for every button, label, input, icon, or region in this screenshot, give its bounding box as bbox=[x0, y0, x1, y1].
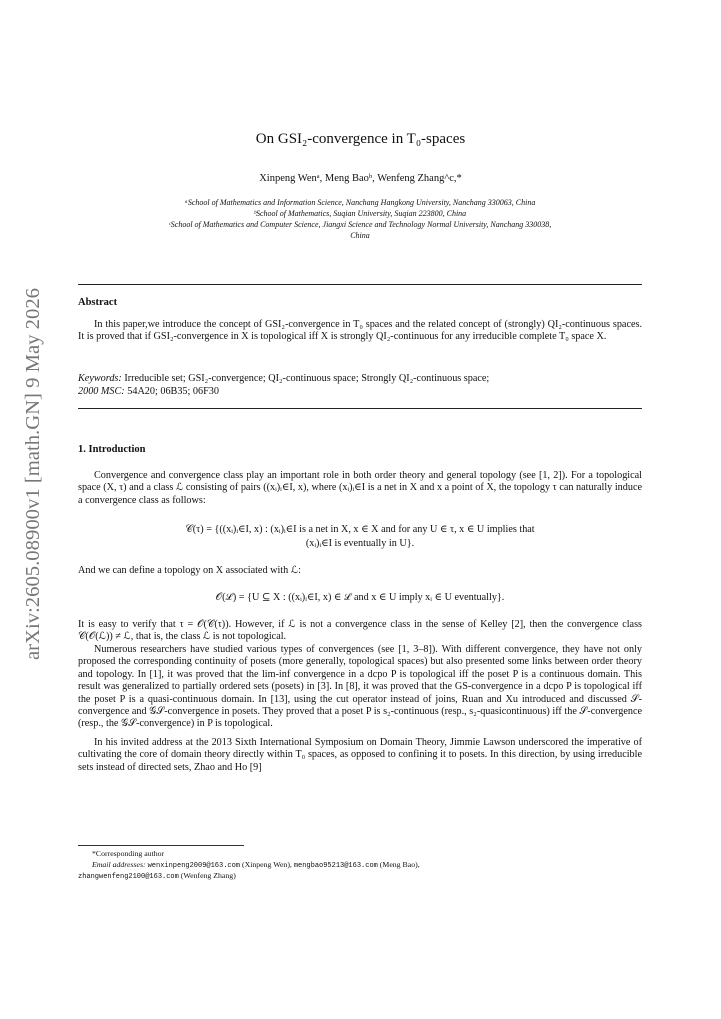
affiliation-b: ᵇSchool of Mathematics, Suqian University, Suqian 223800, China bbox=[253, 209, 467, 218]
abstract-heading: Abstract bbox=[78, 297, 118, 308]
affiliation-c-country: China bbox=[350, 231, 370, 240]
keywords-line bbox=[78, 373, 642, 385]
footnote-emails-cont bbox=[78, 871, 642, 883]
paper-title: On GSI₂-convergence in T₀-spaces bbox=[255, 131, 466, 147]
abstract-text: In this paper,we introduce the concept of GSI₂-convergence in T₀ spaces and the related concept of (strongly) QI₂-continuous spaces. It is proved that if GSI₂-convergence in X is topological iff X is strongly QI₂-continuous for any irreducible complete T₀ space X. bbox=[78, 319, 642, 343]
abstract-top-rule bbox=[78, 284, 642, 285]
equation-convergence-class-line2: (xᵢ)ᵢ∈I is eventually in U}. bbox=[305, 538, 415, 549]
equation-convergence-class-line1: 𝒞(τ) = {((xᵢ)ᵢ∈I, x) : (xᵢ)ᵢ∈I is a net in X, x ∈ X and for any U ∈ τ, x ∈ U implies that bbox=[185, 524, 535, 535]
arxiv-sidebar bbox=[22, 288, 44, 660]
email-link-2[interactable]: mengbao95213@163.com bbox=[293, 862, 378, 870]
msc-label: 2000 MSC: bbox=[78, 386, 125, 397]
email-owner-2: (Meng Bao), bbox=[379, 860, 420, 869]
equation-topology: 𝒪(ℒ) = {U ⊆ X : ((xᵢ)ᵢ∈I, x) ∈ ℒ and x ∈ U imply xᵢ ∈ U eventually}. bbox=[215, 592, 505, 603]
affiliation-a: ᵃSchool of Mathematics and Information Science, Nanchang Hangkong University, Nanchang 330063, China bbox=[184, 198, 536, 207]
affiliation-c: ᶜSchool of Mathematics and Computer Science, Jiangxi Science and Technology Normal University, Nanchang 330038, bbox=[168, 220, 552, 229]
section-heading-introduction: 1. Introduction bbox=[78, 444, 146, 455]
email-owner-1: (Xinpeng Wen), bbox=[241, 860, 292, 869]
intro-paragraph-1: Convergence and convergence class play an important role in both order theory and general topology (see [1, 2]). For a topological space (X, τ) and a class ℒ consisting of pairs ((xᵢ)ᵢ∈I, x), where (xᵢ)ᵢ∈I is a net in X and x a point of X, the topology τ can naturally induce a convergence class as follows: bbox=[78, 470, 642, 506]
intro-paragraph-4: Numerous researchers have studied various types of convergences (see [1, 3–8]). With different convergence, they have not only proposed the corresponding continuity of posets (more generally, topological spaces) but also presented some links between order theory and topology. In [1], it was proved that the lim-inf convergence in a dcpo P is topological iff the poset P is a continuous domain. This result was generalized to partially ordered sets (posets) in [3]. In [8], it was proved that the GS-convergence in a dcpo P is topological iff the poset P is a quasi-continuous domain. In [13], using the cut operator instead of joins, Ruan and Xu introduced and discussed 𝒮-convergence and 𝒢𝒮-convergence in posets. They proved that a poset P is s₂-continuous (resp., s₂-quasicontinuous) iff the 𝒮-convergence (resp., the 𝒢𝒮-convergence) in P is topological. bbox=[78, 644, 642, 730]
email-owner-3: (Wenfeng Zhang) bbox=[180, 871, 236, 880]
intro-paragraph-5: In his invited address at the 2013 Sixth International Symposium on Domain Theory, Jimmie Lawson underscored the imperative of cultivating the core of domain theory directly within T₀ spaces, as opposed to confining it to posets. In this direction, by using irreducible sets instead of directed sets, Zhao and Ho [9] bbox=[78, 737, 642, 773]
keywords-value: Irreducible set; GSI₂-convergence; QI₂-continuous space; Strongly QI₂-continuous space; bbox=[124, 373, 490, 384]
keywords-label: Keywords: bbox=[78, 373, 122, 384]
footnote-corresponding: *Corresponding author bbox=[92, 849, 165, 858]
abstract-bottom-rule bbox=[78, 408, 642, 409]
footnote-rule bbox=[78, 845, 244, 846]
email-link-1[interactable]: wenxinpeng2009@163.com bbox=[147, 862, 241, 870]
msc-value: 54A20; 06B35; 06F30 bbox=[127, 386, 219, 397]
intro-paragraph-2: And we can define a topology on X associated with ℒ: bbox=[78, 565, 301, 576]
email-link-3[interactable]: zhangwenfeng2100@163.com bbox=[78, 873, 179, 881]
email-label: Email addresses: bbox=[92, 860, 146, 869]
footnote-emails bbox=[78, 860, 656, 872]
msc-line bbox=[78, 386, 642, 398]
arxiv-identifier: arXiv:2605.08900v1 [math.GN] 9 May 2026 bbox=[22, 300, 44, 660]
author-list: Xinpeng Wenᵃ, Meng Baoᵇ, Wenfeng Zhang^c,* bbox=[259, 173, 462, 184]
intro-paragraph-3: It is easy to verify that τ = 𝒪(𝒞(τ)). However, if ℒ is not a convergence class in the sense of Kelley [2], then the convergence class 𝒞(𝒪(ℒ)) ≠ ℒ, that is, the class ℒ is not topological. bbox=[78, 619, 642, 643]
